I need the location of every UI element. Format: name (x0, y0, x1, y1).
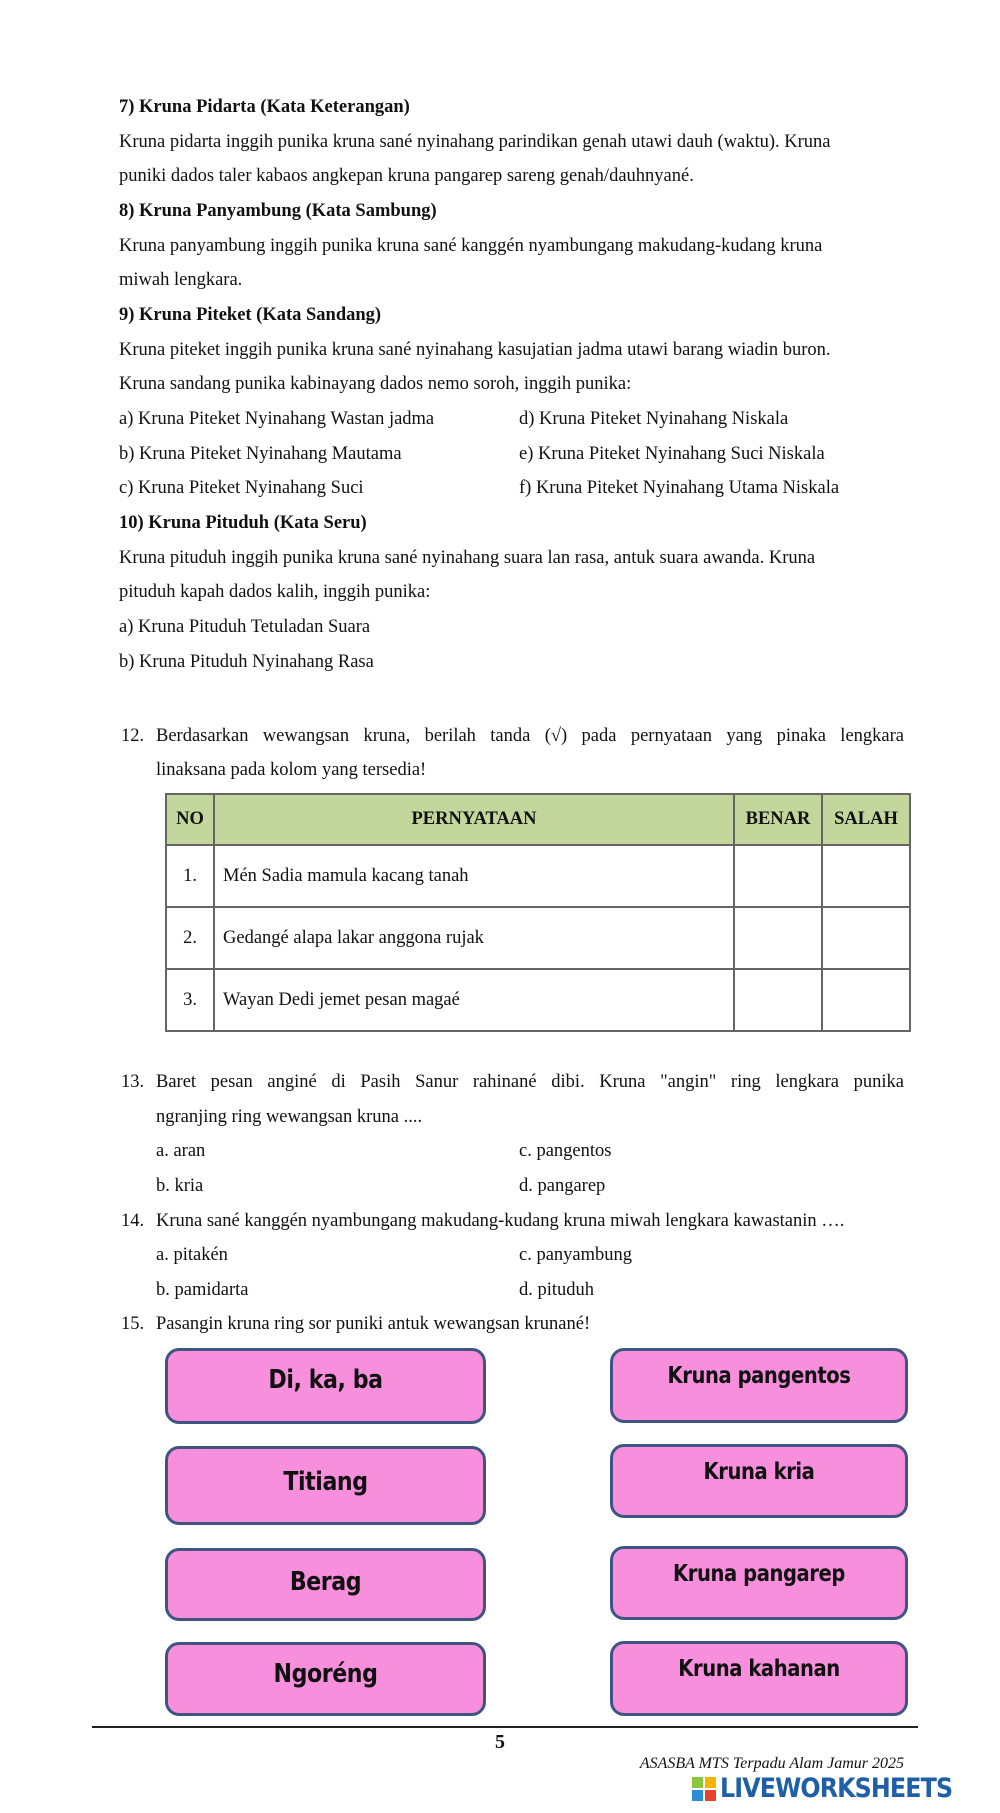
paragraph-line: Kruna pituduh inggih punika kruna sané nyinahang suara lan rasa, antuk suara awanda. Kruna (119, 548, 816, 568)
row-number: 1. (166, 845, 214, 907)
question-text: Baret pesan anginé di Pasih Sanur rahinané dibi. Kruna "angin" ring lengkara punika (156, 1072, 904, 1092)
match-label: Kruna kria (703, 1459, 815, 1485)
paragraph-line: miwah lengkara. (119, 270, 243, 290)
benar-checkbox-cell[interactable] (734, 845, 822, 907)
list-item: b) Kruna Pituduh Nyinahang Rasa (119, 652, 374, 672)
match-item-left[interactable] (165, 1446, 486, 1525)
paragraph-line: puniki dados taler kabaos angkepan kruna pangarep sareng genah/dauhnyané. (119, 166, 694, 186)
table-row (166, 907, 910, 969)
answer-option[interactable]: c. panyambung (519, 1245, 633, 1265)
answer-option[interactable]: a. aran (156, 1141, 206, 1161)
list-item: b) Kruna Piteket Nyinahang Mautama (119, 444, 402, 464)
match-label: Kruna pangentos (667, 1363, 851, 1389)
benar-checkbox-cell[interactable] (734, 907, 822, 969)
salah-checkbox-cell[interactable] (822, 907, 910, 969)
match-label: Titiang (283, 1467, 368, 1497)
match-label: Di, ka, ba (268, 1365, 383, 1395)
paragraph-line: Kruna panyambung inggih punika kruna sané kanggén nyambungang makudang-kudang kruna (119, 236, 823, 256)
question-text: Berdasarkan wewangsan kruna, berilah tanda (√) pada pernyataan yang pinaka lengkara (156, 726, 904, 746)
question-text: Kruna sané kanggén nyambungang makudang-kudang kruna miwah lengkara kawastanin …. (156, 1211, 845, 1231)
list-item: a) Kruna Pituduh Tetuladan Suara (119, 617, 371, 637)
question-number: 15. (121, 1314, 145, 1334)
logo-text: LIVEWORKSHEETS (720, 1773, 953, 1804)
answer-option[interactable]: b. pamidarta (156, 1280, 249, 1300)
benar-checkbox-cell[interactable] (734, 969, 822, 1031)
answer-option[interactable]: a. pitakén (156, 1245, 228, 1265)
match-label: Berag (289, 1567, 362, 1597)
match-label: Ngoréng (273, 1659, 378, 1689)
match-item-right[interactable] (610, 1348, 908, 1423)
salah-checkbox-cell[interactable] (822, 969, 910, 1031)
match-label: Kruna pangarep (673, 1561, 845, 1587)
logo-grid-icon (692, 1777, 716, 1801)
statement-text: Mén Sadia mamula kacang tanah (214, 845, 734, 907)
table-row (166, 845, 910, 907)
list-item: f) Kruna Piteket Nyinahang Utama Niskala (519, 478, 840, 498)
answer-option[interactable]: b. kria (156, 1176, 204, 1196)
question-number: 12. (121, 726, 145, 746)
paragraph-line: Kruna sandang punika kabinayang dados nemo soroh, inggih punika: (119, 374, 632, 394)
match-item-right[interactable] (610, 1546, 908, 1620)
row-number: 2. (166, 907, 214, 969)
match-item-right[interactable] (610, 1641, 908, 1716)
row-number: 3. (166, 969, 214, 1031)
match-item-left[interactable] (165, 1548, 486, 1621)
footer-divider (92, 1726, 918, 1728)
column-header-benar: BENAR (734, 794, 822, 845)
paragraph-line: Kruna piteket inggih punika kruna sané nyinahang kasujatian jadma utawi barang wiadin buron. (119, 340, 831, 360)
question-number: 13. (121, 1072, 145, 1092)
list-item: e) Kruna Piteket Nyinahang Suci Niskala (519, 444, 825, 464)
list-item: c) Kruna Piteket Nyinahang Suci (119, 478, 364, 498)
question-text: linaksana pada kolom yang tersedia! (156, 760, 427, 780)
paragraph-line: pituduh kapah dados kalih, inggih punika: (119, 582, 431, 602)
match-label: Kruna kahanan (678, 1656, 840, 1682)
question-number: 14. (121, 1211, 145, 1231)
answer-option[interactable]: d. pituduh (519, 1280, 595, 1300)
heading-kruna-panyambung: 8) Kruna Panyambung (Kata Sambung) (119, 201, 437, 221)
liveworksheets-logo (692, 1773, 984, 1804)
paragraph-line: Kruna pidarta inggih punika kruna sané nyinahang parindikan genah utawi dauh (waktu). Kruna (119, 132, 831, 152)
match-item-right[interactable] (610, 1444, 908, 1518)
list-item: a) Kruna Piteket Nyinahang Wastan jadma (119, 409, 435, 429)
list-item: d) Kruna Piteket Nyinahang Niskala (519, 409, 789, 429)
table-row (166, 969, 910, 1031)
match-item-left[interactable] (165, 1348, 486, 1424)
answer-option[interactable]: c. pangentos (519, 1141, 612, 1161)
salah-checkbox-cell[interactable] (822, 845, 910, 907)
question-text: ngranjing ring wewangsan kruna .... (156, 1107, 423, 1127)
page-number: 5 (495, 1731, 505, 1753)
statement-text: Wayan Dedi jemet pesan magaé (214, 969, 734, 1031)
column-header-pernyataan: PERNYATAAN (214, 794, 734, 845)
statement-text: Gedangé alapa lakar anggona rujak (214, 907, 734, 969)
heading-kruna-pituduh: 10) Kruna Pituduh (Kata Seru) (119, 513, 367, 533)
match-item-left[interactable] (165, 1642, 486, 1716)
column-header-no: NO (166, 794, 214, 845)
statement-table (165, 793, 911, 1032)
answer-option[interactable]: d. pangarep (519, 1176, 606, 1196)
column-header-salah: SALAH (822, 794, 910, 845)
question-text: Pasangin kruna ring sor puniki antuk wewangsan krunané! (156, 1314, 591, 1334)
heading-kruna-pidarta: 7) Kruna Pidarta (Kata Keterangan) (119, 97, 410, 117)
heading-kruna-piteket: 9) Kruna Piteket (Kata Sandang) (119, 305, 382, 325)
footer-credit: ASASBA MTS Terpadu Alam Jamur 2025 (639, 1755, 904, 1772)
